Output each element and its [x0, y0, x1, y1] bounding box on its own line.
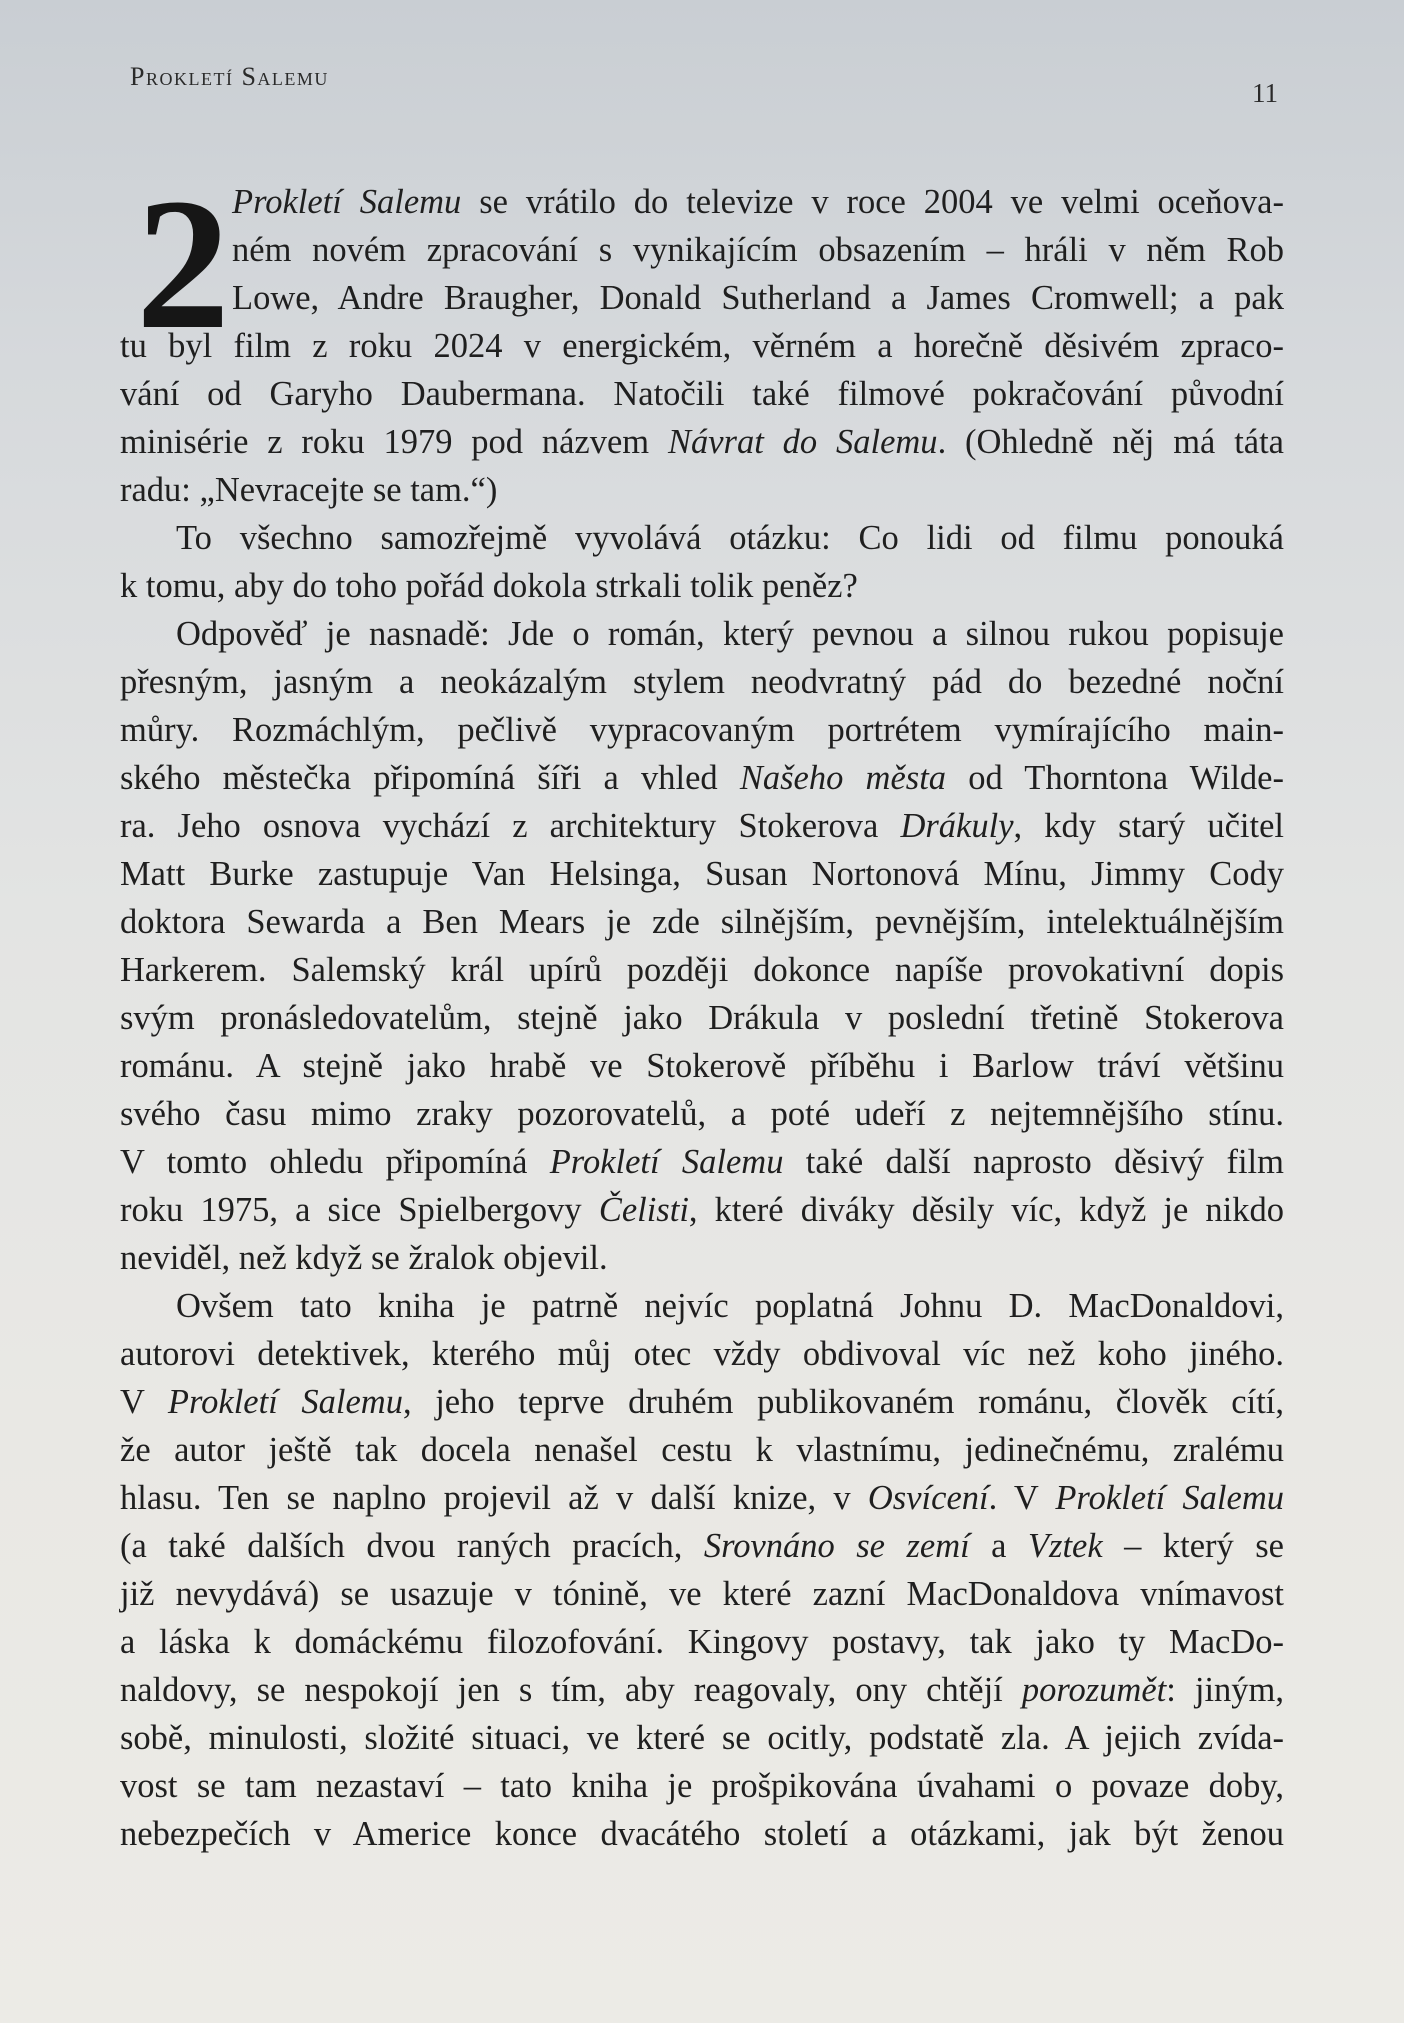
text-line — [120, 1762, 1284, 1810]
text-line — [120, 178, 1284, 226]
text-line — [120, 514, 1284, 562]
italic-title: Prokletí Salemu — [549, 1143, 784, 1181]
text-segment: a láska k domáckému filozofování. Kingovy postavy, tak jako ty MacDo- — [120, 1623, 1284, 1661]
italic-title: Prokletí Salemu — [232, 183, 462, 221]
text-segment: roku 1975, a sice Spielbergovy — [120, 1191, 599, 1229]
italic-title: Prokletí Salemu — [167, 1383, 403, 1421]
text-line — [120, 898, 1284, 946]
text-segment: svého času mimo zraky pozorovatelů, a poté udeří z nejtemnějšího stínu. — [120, 1095, 1284, 1133]
text-segment: V tomto ohledu připomíná — [120, 1143, 550, 1181]
text-segment: Odpověď je nasnadě: Jde o román, který pevnou a silnou rukou popisuje — [176, 615, 1284, 653]
text-line — [120, 1522, 1284, 1570]
text-segment: vost se tam nezastaví – tato kniha je prošpikována úvahami o povaze doby, — [120, 1767, 1284, 1805]
text-segment: sobě, minulosti, složité situaci, ve které se ocitly, podstatě zla. A jejich zvída- — [120, 1719, 1284, 1757]
text-segment: také další naprosto děsivý film — [783, 1143, 1284, 1181]
text-segment: : jiným, — [1166, 1671, 1284, 1709]
text-line — [120, 1090, 1284, 1138]
text-line — [120, 1426, 1284, 1474]
text-line — [120, 946, 1284, 994]
italic-title: porozumět — [1021, 1671, 1167, 1709]
text-line — [120, 1330, 1284, 1378]
text-segment: svým pronásledovatelům, stejně jako Drákula v poslední třetině Stokerova — [120, 999, 1284, 1037]
text-segment: od Thorntona Wilde- — [946, 759, 1284, 797]
text-segment: vání od Garyho Daubermana. Natočili také filmové pokračování původní — [120, 375, 1284, 413]
text-line — [120, 1282, 1284, 1330]
text-segment: nebezpečích v Americe konce dvacátého století a otázkami, jak být ženou — [120, 1815, 1284, 1853]
text-segment: již nevydává) se usazuje v tónině, ve které zazní MacDonaldova vnímavost — [120, 1575, 1284, 1613]
italic-title: Prokletí Salemu — [1055, 1479, 1284, 1517]
text-line — [120, 1234, 1284, 1282]
text-line — [120, 226, 1284, 274]
text-segment: V — [120, 1383, 168, 1421]
text-segment: . (Ohledně něj má táta — [937, 423, 1284, 461]
text-line — [120, 658, 1284, 706]
text-segment: neviděl, než když se žralok objevil. — [120, 1239, 608, 1277]
text-segment: že autor ještě tak docela nenašel cestu k vlastnímu, jedinečnému, zralému — [120, 1431, 1284, 1469]
text-line — [120, 322, 1284, 370]
text-segment: To všechno samozřejmě vyvolává otázku: Co lidi od filmu ponouká — [176, 519, 1284, 557]
text-segment: autorovi detektivek, kterého můj otec vždy obdivoval víc než koho jiného. — [120, 1335, 1284, 1373]
text-segment: Lowe, Andre Braugher, Donald Sutherland a James Cromwell; a pak — [232, 279, 1284, 317]
text-segment: románu. A stejně jako hrabě ve Stokerově příběhu i Barlow tráví většinu — [120, 1047, 1284, 1085]
drop-cap-numeral: 2 — [136, 159, 230, 368]
text-line — [120, 1378, 1284, 1426]
italic-title: Našeho města — [739, 759, 947, 797]
text-segment: , jeho teprve druhém publikovaném románu, člověk cítí, — [402, 1383, 1284, 1421]
text-line — [120, 1042, 1284, 1090]
text-line — [120, 1810, 1284, 1858]
text-segment: a — [969, 1527, 1028, 1565]
text-line — [120, 1714, 1284, 1762]
italic-title: Srovnáno se zemí — [703, 1527, 970, 1565]
text-segment: přesným, jasným a neokázalým stylem neodvratný pád do bezedné noční — [120, 663, 1284, 701]
italic-title: Vztek — [1027, 1527, 1103, 1565]
text-segment: Matt Burke zastupuje Van Helsinga, Susan Nortonová Mínu, Jimmy Cody — [120, 855, 1284, 893]
text-segment: ném novém zpracování s vynikajícím obsazením – hráli v něm Rob — [232, 231, 1284, 269]
text-line — [120, 1186, 1284, 1234]
text-segment: – který se — [1102, 1527, 1284, 1565]
italic-title: Návrat do Salemu — [667, 423, 938, 461]
text-line — [120, 802, 1284, 850]
text-segment: radu: „Nevracejte se tam.“) — [120, 471, 498, 509]
text-segment: . V — [988, 1479, 1056, 1517]
text-line — [120, 994, 1284, 1042]
text-segment: naldovy, se nespokojí jen s tím, aby reagovaly, ony chtějí — [120, 1671, 1022, 1709]
running-title: Prokletí Salemu — [130, 62, 329, 91]
text-segment: můry. Rozmáchlým, pečlivě vypracovaným portrétem vymírajícího main- — [120, 711, 1284, 749]
text-line — [120, 370, 1284, 418]
page-number: 11 — [1252, 78, 1278, 108]
text-segment: Ovšem tato kniha je patrně nejvíc poplatná Johnu D. MacDonaldovi, — [176, 1287, 1284, 1325]
text-line — [120, 1618, 1284, 1666]
text-segment: k tomu, aby do toho pořád dokola strkali tolik peněz? — [120, 567, 858, 605]
text-segment: doktora Sewarda a Ben Mears je zde silnějším, pevnějším, intelektuálnějším — [120, 903, 1284, 941]
italic-title: Čelisti — [598, 1191, 689, 1229]
text-line — [120, 562, 1284, 610]
italic-title: Drákuly — [900, 807, 1014, 845]
text-line — [120, 1570, 1284, 1618]
text-segment: tu byl film z roku 2024 v energickém, věrném a horečně děsivém zpraco- — [120, 327, 1284, 365]
text-line — [120, 1138, 1284, 1186]
text-line — [120, 610, 1284, 658]
body-text — [120, 178, 1284, 1858]
text-segment: se vrátilo do televize v roce 2004 ve velmi oceňova- — [461, 183, 1284, 221]
text-line — [120, 1474, 1284, 1522]
text-segment: Harkerem. Salemský král upírů později dokonce napíše provokativní dopis — [120, 951, 1284, 989]
text-segment: ského městečka připomíná šíři a vhled — [120, 759, 740, 797]
text-segment: ra. Jeho osnova vychází z architektury Stokerova — [120, 807, 901, 845]
text-line — [120, 1666, 1284, 1714]
text-segment: (a také dalších dvou raných pracích, — [120, 1527, 704, 1565]
text-line — [120, 274, 1284, 322]
text-segment: , kdy starý učitel — [1013, 807, 1284, 845]
italic-title: Osvícení — [867, 1479, 989, 1517]
text-segment: , které diváky děsily víc, když je nikdo — [688, 1191, 1284, 1229]
text-line — [120, 850, 1284, 898]
text-line — [120, 706, 1284, 754]
text-segment: hlasu. Ten se naplno projevil až v další knize, v — [120, 1479, 868, 1517]
text-line — [120, 466, 1284, 514]
text-line — [120, 754, 1284, 802]
text-line — [120, 418, 1284, 466]
text-segment: minisérie z roku 1979 pod názvem — [120, 423, 668, 461]
